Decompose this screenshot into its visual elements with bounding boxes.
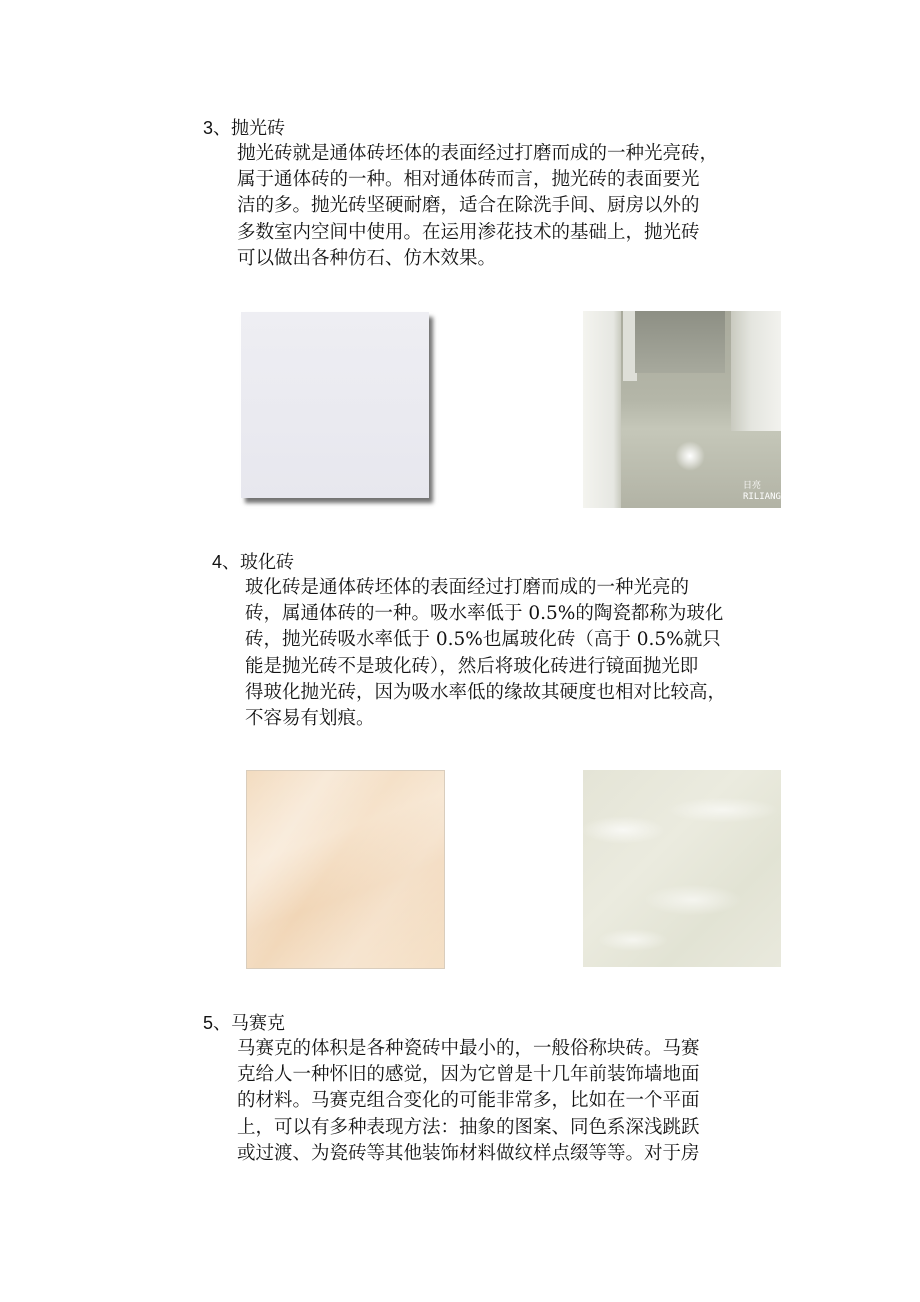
paragraph-line: 上，可以有多种表现方法：抽象的图案、同色系深浅跳跃 xyxy=(237,1116,700,1138)
paragraph-line: 的材料。马赛克组合变化的可能非常多，比如在一个平面 xyxy=(237,1090,700,1112)
paragraph-line: 多数室内空间中使用。在运用渗花技术的基础上，抛光砖 xyxy=(237,221,700,243)
section-title: 、抛光砖 xyxy=(213,118,286,139)
section-number: 5 xyxy=(203,1013,214,1033)
vitrified-tile-marble-image xyxy=(583,770,781,967)
section-number: 3 xyxy=(203,118,214,138)
paragraph-line: 或过渡、为瓷砖等其他装饰材料做纹样点缀等等。对于房 xyxy=(237,1142,700,1164)
section-title: 、玻化砖 xyxy=(222,552,295,573)
paragraph-line: 属于通体砖的一种。相对通体砖而言，抛光砖的表面要光 xyxy=(237,169,700,191)
paragraph-line: 能是抛光砖不是玻化砖），然后将玻化砖进行镜面抛光即 xyxy=(245,655,699,677)
paragraph-line: 砖，抛光砖吸水率低于 0.5%也属玻化砖（高于 0.5%就只 xyxy=(245,629,721,651)
paragraph-line: 马赛克的体积是各种瓷砖中最小的，一般俗称块砖。马赛 xyxy=(237,1038,700,1059)
section-heading-3 xyxy=(203,115,285,142)
paragraph-line: 玻化砖是通体砖坯体的表面经过打磨而成的一种光亮的 xyxy=(245,577,690,598)
photo-watermark: 日亮 RILIANG xyxy=(743,481,781,502)
paragraph-line: 不容易有划痕。 xyxy=(245,708,375,730)
section-heading-4 xyxy=(212,549,294,576)
photo-wall xyxy=(731,311,781,431)
section-paragraph-4 xyxy=(245,575,726,732)
vitrified-tile-beige-image xyxy=(246,770,445,969)
polished-floor-photo xyxy=(583,311,781,508)
section-paragraph-3 xyxy=(237,141,718,272)
section-heading-5 xyxy=(203,1010,285,1037)
paragraph-line: 砖，属通体砖的一种。吸水率低于 0.5%的陶瓷都称为玻化 xyxy=(245,603,724,625)
paragraph-line: 抛光砖就是通体砖坯体的表面经过打磨而成的一种光亮砖， xyxy=(237,143,719,164)
paragraph-line: 洁的多。抛光砖坚硬耐磨，适合在除洗手间、厨房以外的 xyxy=(237,195,700,217)
photo-door xyxy=(635,311,725,373)
paragraph-line: 可以做出各种仿石、仿木效果。 xyxy=(237,247,497,269)
photo-reflection xyxy=(675,441,705,471)
section-number: 4 xyxy=(212,552,223,572)
polished-tile-image xyxy=(241,312,429,498)
paragraph-line: 克给人一种怀旧的感觉，因为它曾是十几年前装饰墙地面 xyxy=(237,1064,700,1086)
paragraph-line: 得玻化抛光砖，因为吸水率低的缘故其硬度也相对比较高， xyxy=(245,681,727,703)
section-title: 、马赛克 xyxy=(213,1013,286,1034)
section-paragraph-5 xyxy=(237,1036,700,1167)
photo-wall xyxy=(583,311,621,508)
